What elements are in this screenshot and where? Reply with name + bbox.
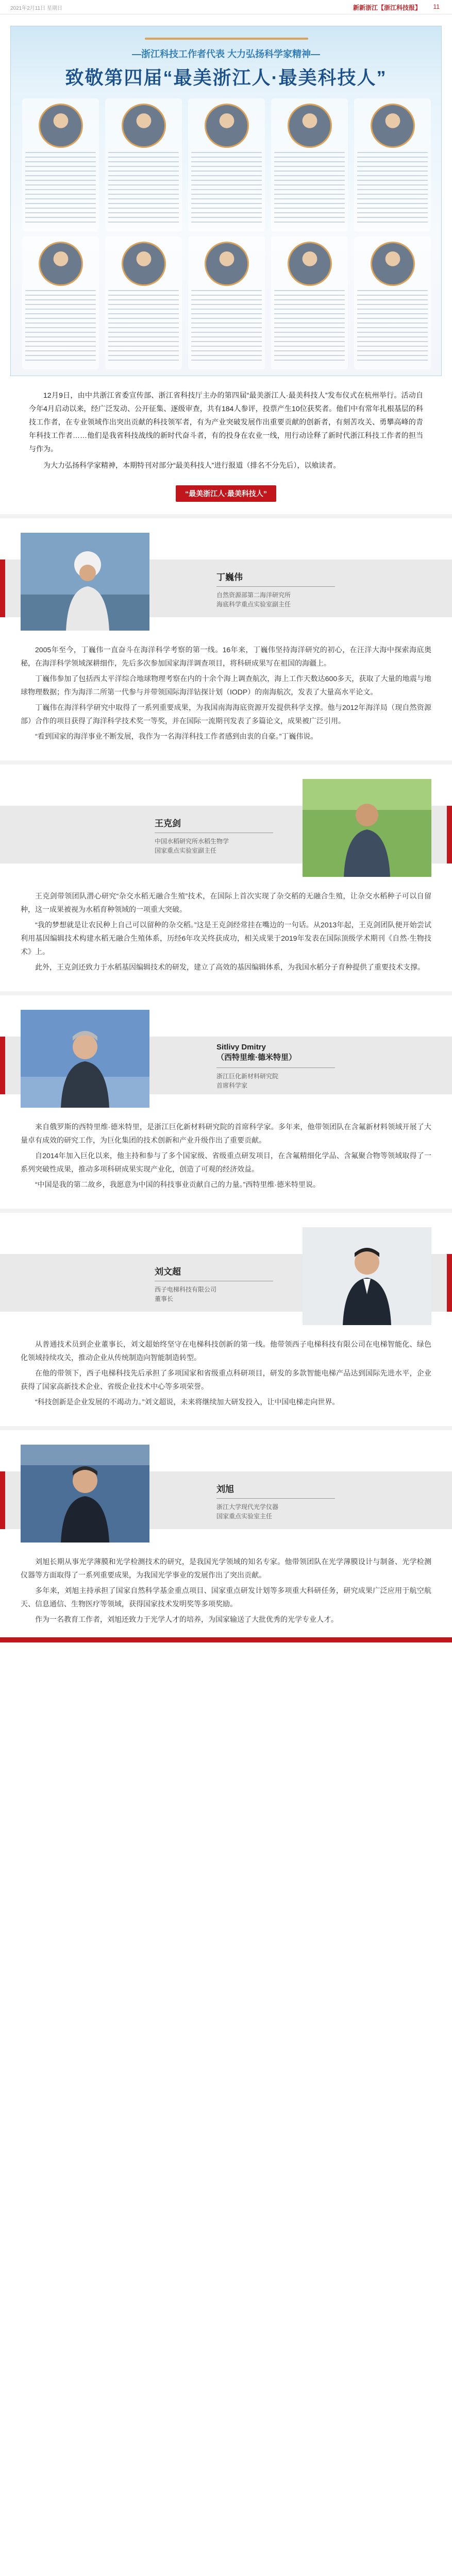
person-title: 浙江大学现代光学仪器 国家重点实验室主任 [216, 1503, 279, 1520]
person-title: 西子电梯科技有限公司 董事长 [155, 1286, 217, 1302]
article-paragraph: “看到国家的海洋事业不断发展，我作为一名海洋科技工作者感到由衷的自豪。”丁巍伟说。 [35, 732, 318, 740]
person-photo [21, 533, 149, 631]
winner-avatar [371, 104, 415, 148]
article-paragraph: 多年来，刘旭主持承担了国家自然科学基金重点项目、国家重点研发计划等多项重大科研任务，研究成果广泛应用于航空航天、信息通信、生物医疗等领域，获得国家技术发明奖等多项奖励。 [21, 1586, 431, 1608]
person-article [0, 631, 452, 754]
ribbon-decoration [145, 38, 308, 40]
newspaper-page-image [10, 26, 442, 376]
winner-avatar [39, 242, 83, 286]
winner-cell [271, 98, 348, 231]
person-article [0, 1325, 452, 1420]
winner-text-block [108, 290, 179, 362]
card-accent [0, 560, 5, 617]
article-paragraph: 此外，王克剑还致力于水稻基因编辑技术的研发，建立了高效的基因编辑体系，为我国水稻分子育种提供了重要技术支撑。 [35, 963, 425, 971]
card-accent [0, 1037, 5, 1094]
section-separator [0, 1209, 452, 1213]
article-paragraph: 自2014年加入巨化以来，他主持和参与了多个国家级、省级重点研发项目，在含氟精细化学品、含氟聚合物等领域取得了一系列突破性成果，推动多项科研成果实现产业化，创造了可观的经济效益。 [21, 1151, 431, 1173]
person-title: 浙江巨化新材料研究院 首席科学家 [216, 1073, 279, 1089]
card-accent [447, 806, 452, 863]
person-article [0, 877, 452, 985]
article-paragraph: 作为一名教育工作者，刘旭还致力于光学人才的培养，为国家输送了大批优秀的光学专业人才。 [35, 1615, 338, 1623]
name-divider [216, 586, 335, 587]
winner-avatar [288, 242, 332, 286]
intro-section [0, 376, 452, 472]
person-article [0, 1108, 452, 1202]
page-number: 11 [433, 3, 440, 10]
section-separator [0, 991, 452, 995]
page-kicker: —浙江科技工作者代表 大力弘扬科学家精神— [132, 49, 320, 59]
winner-text-block [274, 152, 345, 224]
section-separator [0, 514, 452, 518]
winner-text-block [357, 152, 428, 224]
article-paragraph: 2005年至今，丁巍伟一直奋斗在海洋科学考察的第一线。16年来，丁巍伟坚持海洋研究的初心，在汪洋大海中探索海底奥秘，在海洋科学领域深耕细作，先后多次参加国家海洋调查项目，将科研成果写在祖国的海疆上。 [21, 646, 431, 667]
person-card [0, 1445, 452, 1543]
winner-text-block [274, 290, 345, 362]
page-headline: 致敬第四届“最美浙江人·最美科技人” [65, 67, 387, 88]
newspaper-page-wrap [0, 14, 452, 376]
section-separator [0, 760, 452, 765]
winner-cell [354, 98, 431, 231]
card-accent [0, 1471, 5, 1529]
person-photo [21, 1010, 149, 1108]
person-card [0, 779, 452, 877]
winner-avatar [288, 104, 332, 148]
winner-avatar [39, 104, 83, 148]
person-title: 中国水稻研究所水稻生物学 国家重点实验室副主任 [155, 838, 229, 854]
winner-cell [22, 98, 99, 231]
winner-avatar [122, 104, 166, 148]
winner-text-block [191, 290, 262, 362]
issue-date: 2021年2月11日 星期日 [10, 6, 62, 11]
article-paragraph: 来自俄罗斯的西特里维·德米特里，是浙江巨化新材料研究院的首席科学家。多年来，他带领团队在含氟新材料领域开展了大量卓有成效的研究工作，为巨化集团的技术创新和产业升级作出了重要贡献。 [21, 1123, 431, 1144]
article-paragraph: “科技创新是企业发展的不竭动力。”刘文超说，未来将继续加大研发投入，让中国电梯走向世界。 [35, 1398, 340, 1406]
winner-cell [105, 236, 182, 369]
section-separator [0, 1426, 452, 1430]
article-paragraph: 丁巍伟在海洋科学研究中取得了一系列重要成果，为我国南海海底资源开发提供科学支撑。他与2012年海洋局（现自然资源部）合作的项目获得了海洋科学技术奖一等奖，并在国际一流期刊发表了多篇论文，成果被广泛引用。 [21, 703, 431, 725]
article-paragraph: 从普通技术员到企业董事长，刘文超始终坚守在电梯科技创新的第一线。他带领西子电梯科技有限公司在电梯智能化、绿色化领域持续攻关，推动企业从传统制造向智能制造转型。 [21, 1340, 431, 1362]
winner-text-block [191, 152, 262, 224]
name-divider [216, 1067, 335, 1068]
winner-avatar [205, 242, 249, 286]
brand-name: 新新浙江【浙江科技报】 [353, 4, 421, 11]
card-accent [447, 1254, 452, 1312]
person-photo [303, 779, 431, 877]
name-divider [216, 1498, 335, 1499]
winner-text-block [25, 290, 96, 362]
winner-cell [105, 98, 182, 231]
winners-grid [22, 98, 431, 369]
person-photo [303, 1227, 431, 1325]
winner-cell [354, 236, 431, 369]
winner-cell [188, 98, 265, 231]
section-banner: “最美浙江人·最美科技人” [176, 485, 276, 502]
article-paragraph: “中国是我的第二故乡，我愿意为中国的科技事业贡献自己的力量。”西特里维·德米特里说。 [35, 1180, 320, 1189]
winner-cell [22, 236, 99, 369]
winner-cell [271, 236, 348, 369]
person-name: 刘文超 [155, 1267, 181, 1277]
person-name: 丁巍伟 [216, 572, 243, 582]
person-card [0, 1010, 452, 1108]
section-banner-wrap [0, 472, 452, 508]
article-paragraph: 丁巍伟参加了包括西太平洋综合地球物理考察在内的十余个海上调查航次，海上工作天数达600多天，获取了大量的地震与地球物理数据；作为海洋二所第一代参与并带领国际海洋钻探计划（IODP）的南海航次，发表了大量高水平论文。 [21, 674, 431, 696]
winner-avatar [371, 242, 415, 286]
intro-paragraph: 为大力弘扬科学家精神，本期特刊对部分“最美科技人”进行报道（排名不分先后），以飨读者。 [43, 461, 341, 469]
person-name: Sitlivy Dmitry （西特里维·德米特里） [216, 1043, 296, 1062]
person-title: 自然资源部第二海洋研究所 海底科学重点实验室副主任 [216, 591, 291, 608]
person-name: 王克剑 [155, 819, 181, 828]
winner-cell [188, 236, 265, 369]
person-name: 刘旭 [216, 1484, 234, 1494]
person-card [0, 533, 452, 631]
article-paragraph: 王克剑带领团队潜心研究“杂交水稻无融合生殖”技术，在国际上首次实现了杂交稻的无融合生殖，让杂交水稻种子可以自留种，这一成果被视为水稻育种领域的一项重大突破。 [21, 892, 431, 913]
winner-text-block [108, 152, 179, 224]
person-card [0, 1227, 452, 1325]
person-photo [21, 1445, 149, 1543]
winner-text-block [25, 152, 96, 224]
winner-avatar [122, 242, 166, 286]
top-bar [0, 0, 452, 14]
footer-bar [0, 1637, 452, 1642]
article-paragraph: “我的梦想就是让农民种上自己可以留种的杂交稻。”这是王克剑经常挂在嘴边的一句话。从2013年起，王克剑团队便开始尝试利用基因编辑技术构建水稻无融合生殖体系，历经6年攻关终获成功，相关成果于2019年发表在国际顶级学术期刊《自然·生物技术》上。 [21, 921, 431, 956]
person-article [0, 1543, 452, 1637]
winner-text-block [357, 290, 428, 362]
article-paragraph: 刘旭长期从事光学薄膜和光学检测技术的研究，是我国光学领域的知名专家。他带领团队在光学薄膜设计与制备、光学检测仪器等方面取得了一系列重要成果，为我国光学事业的发展作出了突出贡献。 [21, 1557, 431, 1579]
intro-paragraph: 12月9日，由中共浙江省委宣传部、浙江省科技厅主办的第四届“最美浙江人·最美科技人”发布仪式在杭州举行。活动自今年4月启动以来，经广泛发动、公开征集、逐级审查，共有184人参评，投票产生10位获奖者。他们中有常年扎根基层的科技工作者，在专业领域作出突出贡献的科技领军者，有为产业突破发展作出重要贡献的创新者，有刻苦攻关、勇攀高峰的青年科技工作者……他们是我省科技战线的新时代奋斗者，有的投身在农业一线，用行动诠释了新时代浙江科技工作者的担当与作为。 [29, 391, 423, 453]
article-paragraph: 在他的带领下，西子电梯科技先后承担了多项国家和省级重点科研项目，研发的多款智能电梯产品达到国际先进水平，企业获得了国家高新技术企业、省级企业技术中心等多项荣誉。 [21, 1369, 431, 1391]
winner-avatar [205, 104, 249, 148]
